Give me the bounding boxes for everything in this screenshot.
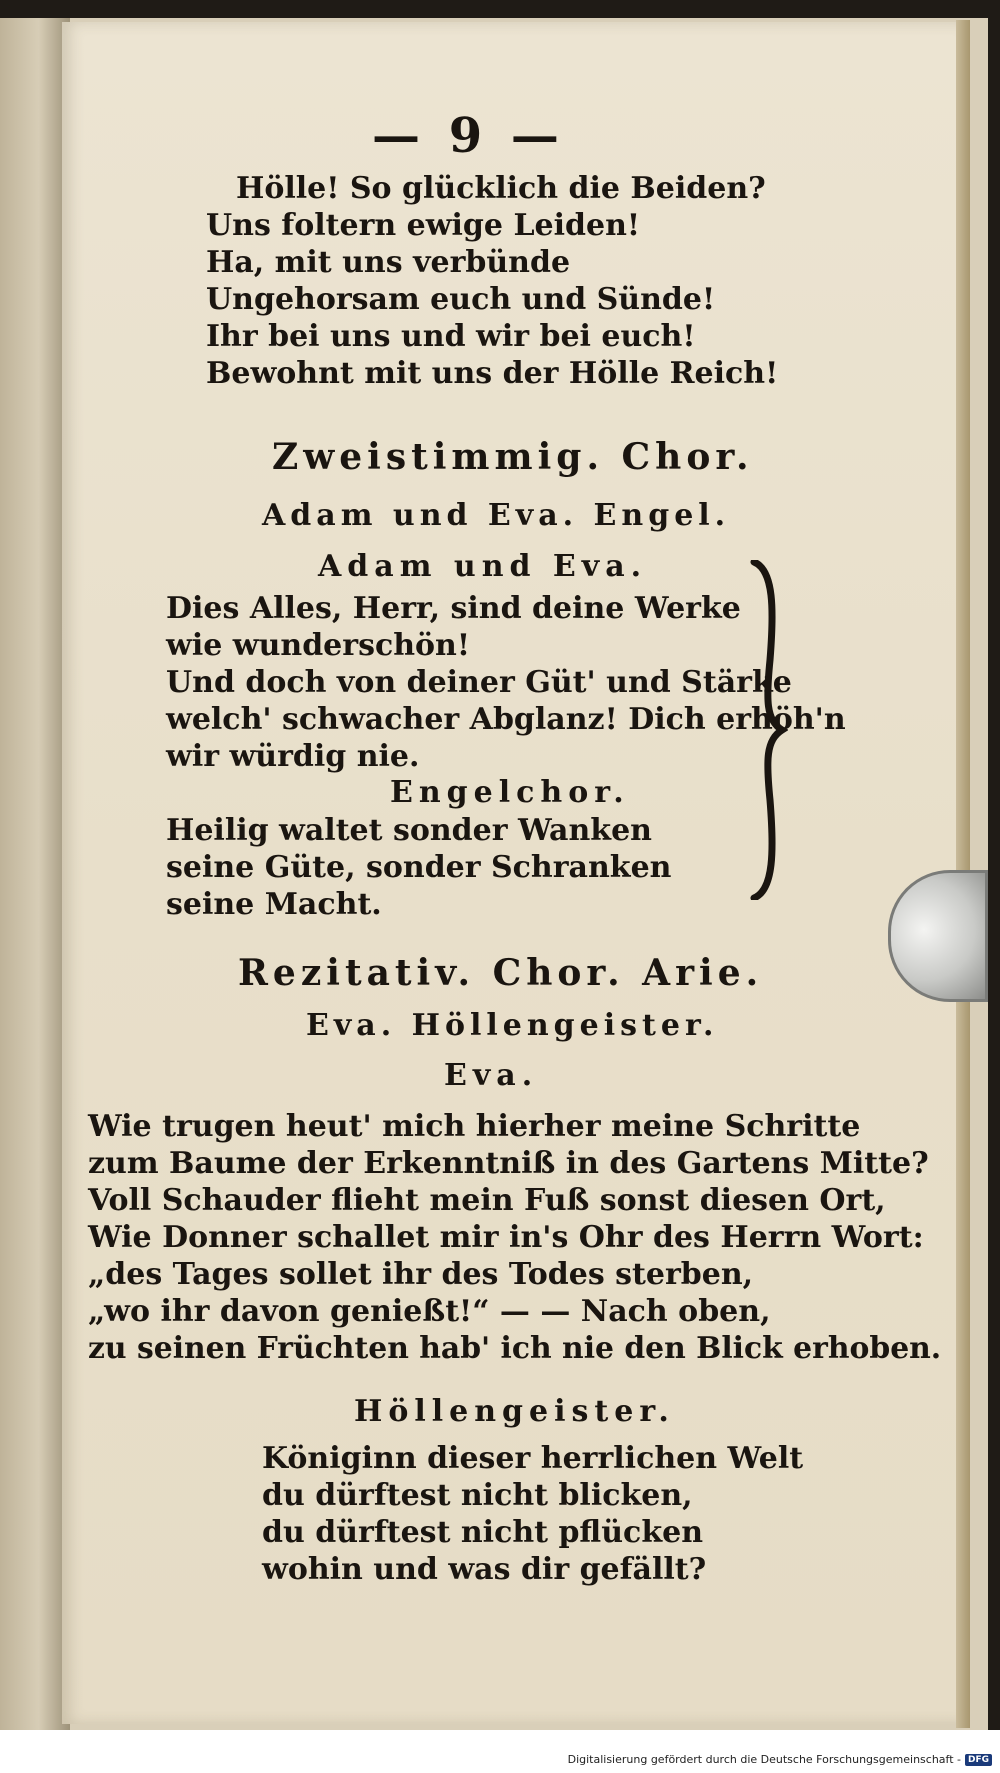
verse-line: Voll Schauder flieht mein Fuß sonst diesen Ort, (88, 1183, 886, 1218)
verse-line: „wo ihr davon genießt!“ — — Nach oben, (88, 1294, 771, 1329)
verse-line: welch' schwacher Abglanz! Dich erhöh'n (166, 702, 846, 737)
verse-line: Ihr bei uns und wir bei euch! (206, 319, 696, 354)
speaker-heading: Adam und Eva. (318, 549, 648, 584)
verse-line: seine Macht. (166, 887, 382, 922)
verse-line: Königinn dieser herrlichen Welt (262, 1441, 804, 1476)
speaker-heading: Eva. (444, 1058, 539, 1093)
verse-line: Uns foltern ewige Leiden! (206, 208, 641, 243)
footer (568, 1753, 992, 1766)
verse-line: „des Tages sollet ihr des Todes sterben, (88, 1257, 754, 1292)
verse-line: wohin und was dir gefällt? (262, 1552, 707, 1587)
speaker-heading: Engelchor. (390, 775, 630, 810)
section-heading: Zweistimmig. Chor. (272, 436, 754, 478)
verse-line: zum Baume der Erkenntniß in des Gartens Mitte? (88, 1146, 929, 1181)
verse-line: Und doch von deiner Güt' und Stärke (166, 665, 792, 700)
verse-line: Ungehorsam euch und Sünde! (206, 282, 716, 317)
dfg-logo-icon: DFG (965, 1754, 992, 1766)
verse-line: Ha, mit uns verbünde (206, 245, 571, 280)
section-heading: Rezitativ. Chor. Arie. (238, 952, 764, 994)
verse-line: Wie Donner schallet mir in's Ohr des Herrn Wort: (88, 1220, 924, 1255)
verse-line: Hölle! So glücklich die Beiden? (236, 171, 766, 206)
page-number: — 9 — (372, 108, 565, 164)
verse-line: du dürftest nicht pflücken (262, 1515, 704, 1550)
verse-line: du dürftest nicht blicken, (262, 1478, 693, 1513)
previous-page-edge (0, 18, 70, 1730)
verse-line: Bewohnt mit uns der Hölle Reich! (206, 356, 779, 391)
verse-line: wir würdig nie. (166, 739, 420, 774)
footer-band (0, 1730, 1000, 1773)
verse-line: Heilig waltet sonder Wanken (166, 813, 652, 848)
section-subheading: Eva. Höllengeister. (306, 1008, 719, 1043)
verse-line: wie wunderschön! (166, 628, 471, 663)
verse-line: zu seinen Früchten hab' ich nie den Blick erhoben. (88, 1331, 942, 1366)
footer-credit: Digitalisierung gefördert durch die Deutsche Forschungsgemeinschaft - (567, 1753, 961, 1766)
speaker-heading: Höllengeister. (354, 1394, 675, 1429)
verse-line: Wie trugen heut' mich hierher meine Schritte (88, 1109, 861, 1144)
brace-icon (748, 560, 788, 900)
section-subheading: Adam und Eva. Engel. (262, 498, 731, 533)
verse-line: seine Güte, sonder Schranken (166, 850, 672, 885)
verse-line: Dies Alles, Herr, sind deine Werke (166, 591, 741, 626)
